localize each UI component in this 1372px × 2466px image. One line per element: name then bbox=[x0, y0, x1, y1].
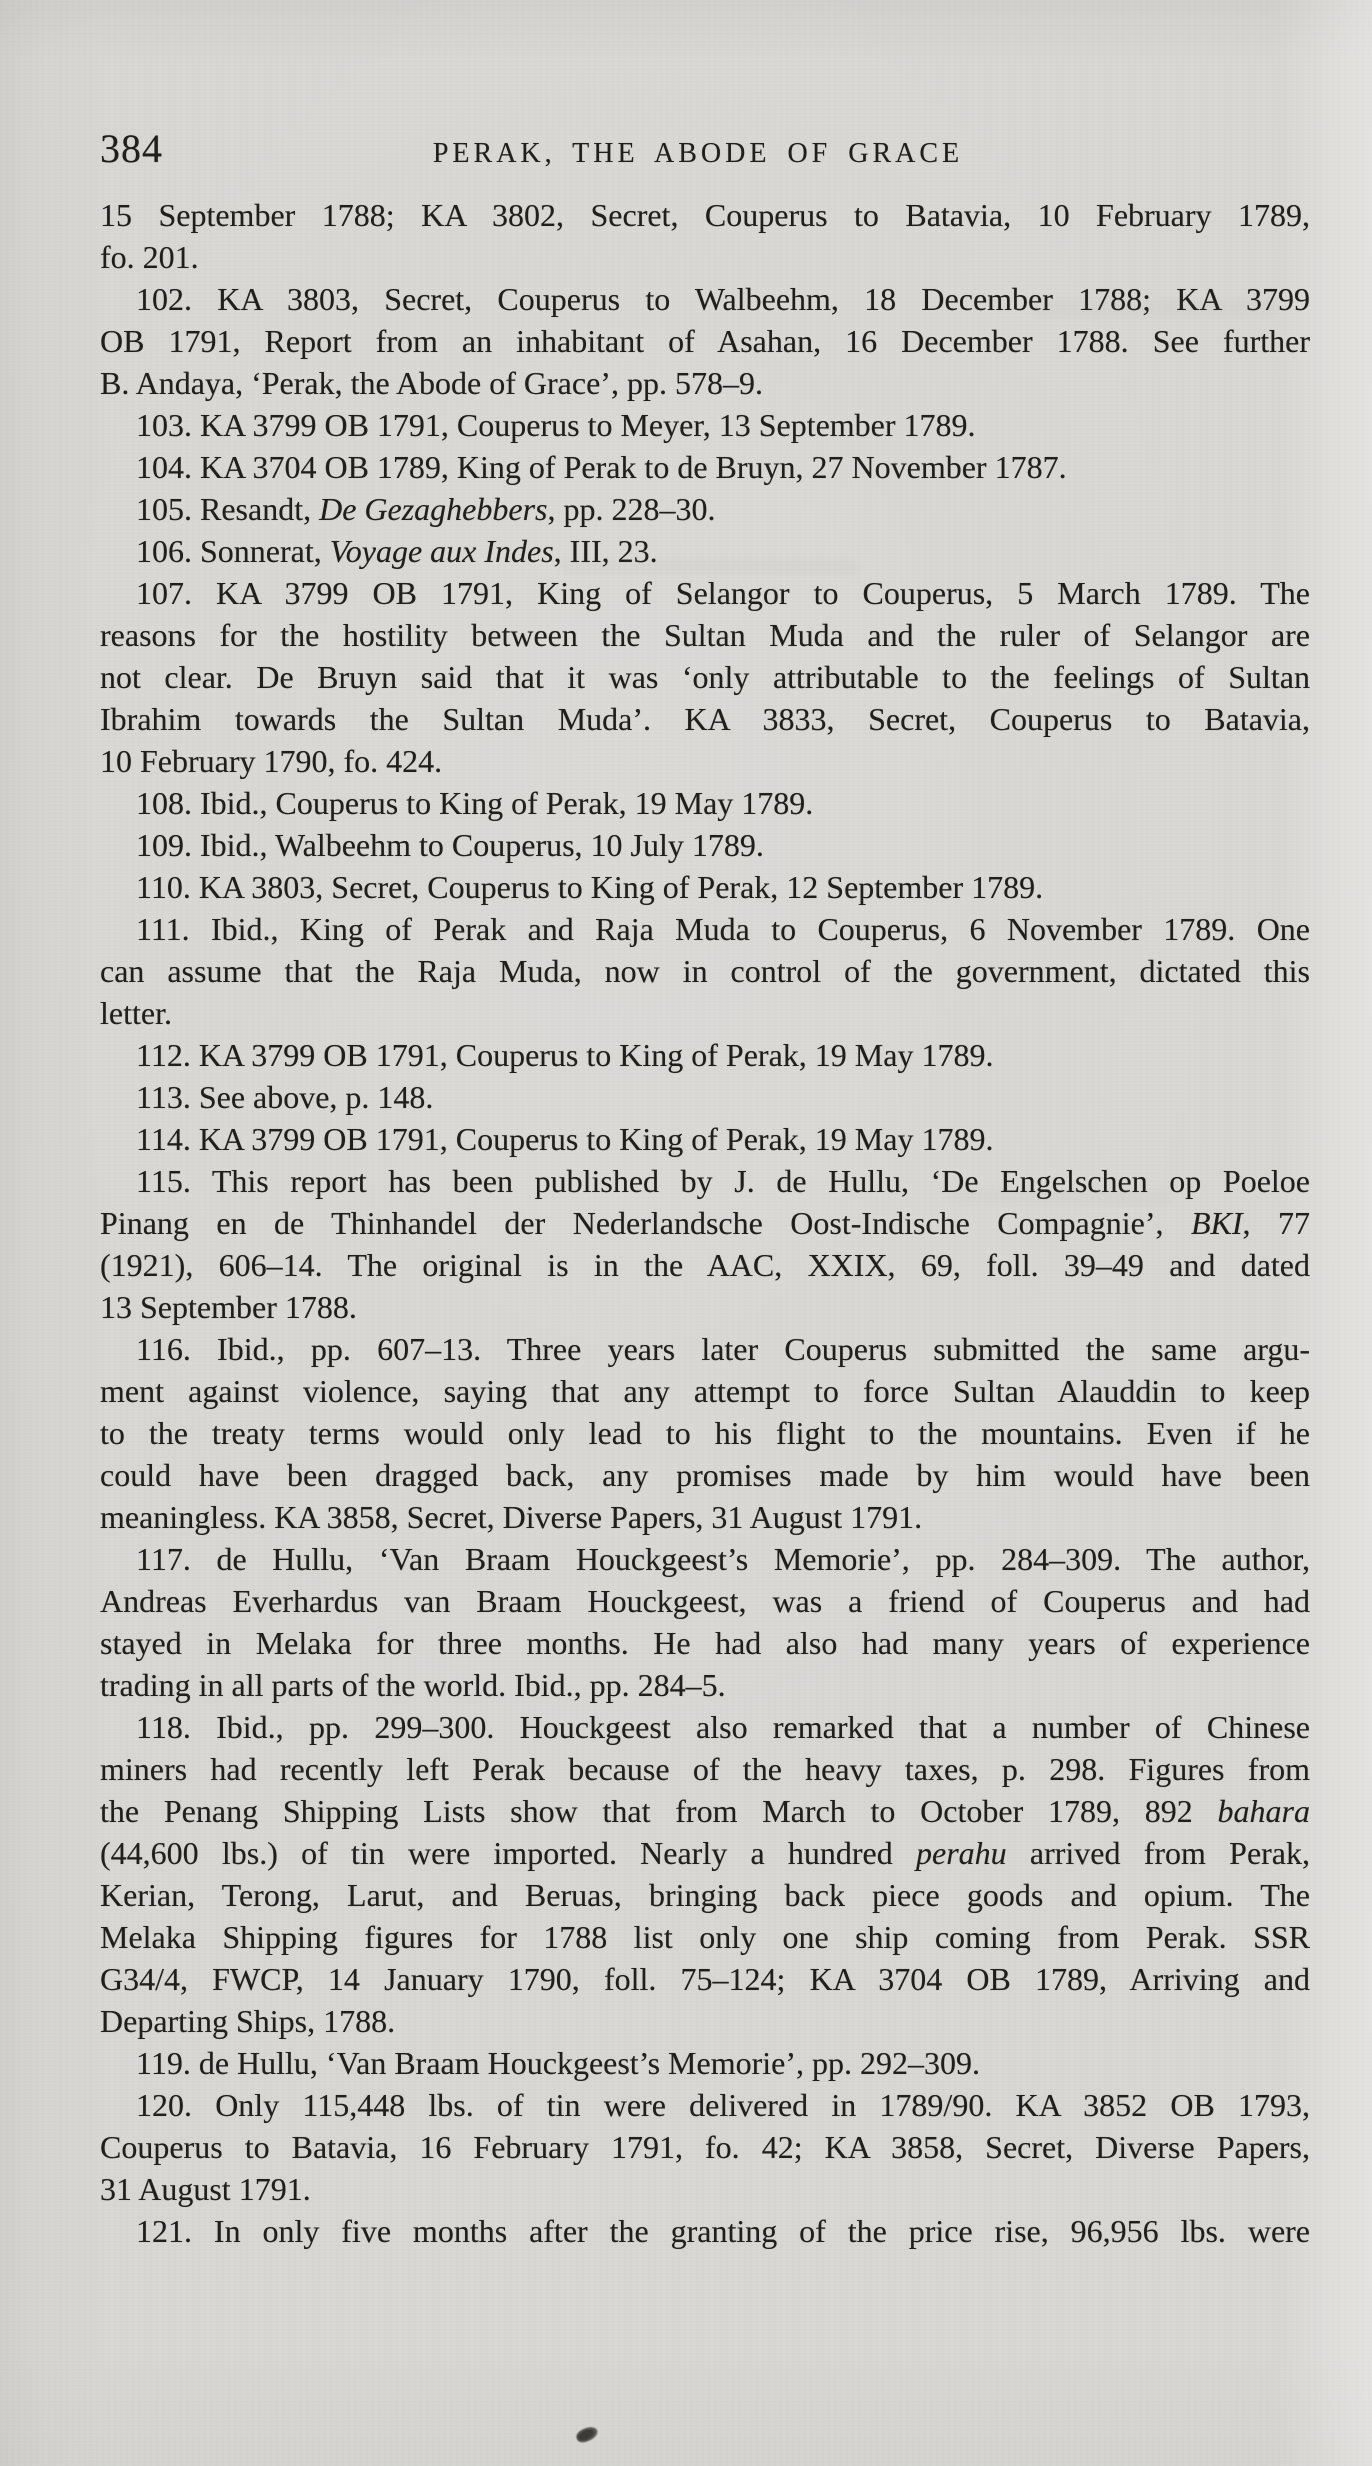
text-line bbox=[100, 1832, 1310, 1874]
text-line bbox=[100, 614, 1310, 656]
text-line bbox=[100, 1580, 1310, 1622]
text-line bbox=[100, 1202, 1310, 1244]
italic-text-run: De Gezaghebbers bbox=[319, 491, 548, 527]
text-run: Pinang en de Thinhandel der Nederlandsche Oost-Indische Compagnie’, bbox=[100, 1205, 1191, 1241]
text-run: can assume that the Raja Muda, now in control of the government, dictated this bbox=[100, 953, 1310, 989]
text-run: 120. Only 115,448 lbs. of tin were delivered in 1789/90. KA 3852 OB 1793, bbox=[136, 2087, 1310, 2123]
text-run: B. Andaya, ‘Perak, the Abode of Grace’, pp. 578–9. bbox=[100, 365, 763, 401]
text-run: 118. Ibid., pp. 299–300. Houckgeest also remarked that a number of Chinese bbox=[136, 1709, 1310, 1745]
text-line bbox=[100, 1748, 1310, 1790]
italic-text-run: Voyage aux Indes bbox=[329, 533, 554, 569]
text-line bbox=[100, 908, 1310, 950]
text-line bbox=[100, 866, 1310, 908]
text-run: 102. KA 3803, Secret, Couperus to Walbeehm, 18 December 1788; KA 3799 bbox=[136, 281, 1310, 317]
text-run: fo. 201. bbox=[100, 239, 199, 275]
text-line bbox=[100, 446, 1310, 488]
text-line bbox=[100, 2042, 1310, 2084]
text-line bbox=[100, 782, 1310, 824]
text-line bbox=[100, 2126, 1310, 2168]
text-run: 112. KA 3799 OB 1791, Couperus to King of Perak, 19 May 1789. bbox=[136, 1037, 994, 1073]
text-run: meaningless. KA 3858, Secret, Diverse Papers, 31 August 1791. bbox=[100, 1499, 923, 1535]
text-line bbox=[100, 1412, 1310, 1454]
italic-text-run: BKI bbox=[1190, 1205, 1243, 1241]
text-line bbox=[100, 2210, 1310, 2252]
text-run: 116. Ibid., pp. 607–13. Three years later Couperus submitted the same argu- bbox=[136, 1331, 1310, 1367]
text-line bbox=[100, 1328, 1310, 1370]
showthrough-smudge bbox=[950, 1189, 1170, 1205]
text-run: (1921), 606–14. The original is in the AAC, XXIX, 69, foll. 39–49 and dated bbox=[100, 1247, 1310, 1283]
text-line bbox=[100, 1538, 1310, 1580]
text-line bbox=[100, 656, 1310, 698]
text-line bbox=[100, 1118, 1310, 1160]
text-run: 31 August 1791. bbox=[100, 2171, 311, 2207]
text-run: 103. KA 3799 OB 1791, Couperus to Meyer, 13 September 1789. bbox=[136, 407, 976, 443]
text-run: 115. This report has been published by J. de Hullu, ‘De Engelschen op Poeloe bbox=[136, 1163, 1310, 1199]
text-run: Kerian, Terong, Larut, and Beruas, bringing back piece goods and opium. The bbox=[100, 1877, 1310, 1913]
text-run: 105. Resandt, bbox=[136, 491, 320, 527]
text-line bbox=[100, 488, 1310, 530]
text-line bbox=[100, 194, 1310, 236]
text-run: stayed in Melaka for three months. He had also had many years of experience bbox=[100, 1625, 1310, 1661]
text-run: 107. KA 3799 OB 1791, King of Selangor to Couperus, 5 March 1789. The bbox=[136, 575, 1310, 611]
footnotes-text-block bbox=[100, 194, 1310, 2252]
text-line bbox=[100, 1076, 1310, 1118]
text-run: miners had recently left Perak because of the heavy taxes, p. 298. Figures from bbox=[100, 1751, 1310, 1787]
text-run: Ibrahim towards the Sultan Muda’. KA 3833, Secret, Couperus to Batavia, bbox=[100, 701, 1310, 737]
page-number: 384 bbox=[100, 126, 163, 171]
text-run: 104. KA 3704 OB 1789, King of Perak to de Bruyn, 27 November 1787. bbox=[136, 449, 1067, 485]
text-run: 111. Ibid., King of Perak and Raja Muda to Couperus, 6 November 1789. One bbox=[136, 911, 1310, 947]
text-run: Andreas Everhardus van Braam Houckgeest, was a friend of Couperus and had bbox=[100, 1583, 1310, 1619]
text-run: 119. de Hullu, ‘Van Braam Houckgeest’s Memorie’, pp. 292–309. bbox=[136, 2045, 980, 2081]
running-title: PERAK, THE ABODE OF GRACE bbox=[432, 138, 964, 169]
text-run: could have been dragged back, any promises made by him would have been bbox=[100, 1457, 1310, 1493]
text-line bbox=[100, 950, 1310, 992]
text-line bbox=[100, 2000, 1310, 2042]
text-run: ment against violence, saying that any attempt to force Sultan Alauddin to keep bbox=[100, 1373, 1310, 1409]
text-line bbox=[100, 1664, 1310, 1706]
text-run: 114. KA 3799 OB 1791, Couperus to King of Perak, 19 May 1789. bbox=[136, 1121, 994, 1157]
text-run: to the treaty terms would only lead to his flight to the mountains. Even if he bbox=[100, 1415, 1310, 1451]
text-run: 13 September 1788. bbox=[100, 1289, 357, 1325]
text-line bbox=[100, 572, 1310, 614]
text-run: 109. Ibid., Walbeehm to Couperus, 10 July 1789. bbox=[136, 827, 764, 863]
text-line bbox=[100, 362, 1310, 404]
showthrough-smudge bbox=[560, 560, 860, 574]
text-run: trading in all parts of the world. Ibid., pp. 284–5. bbox=[100, 1667, 726, 1703]
ink-speck bbox=[574, 2424, 599, 2445]
text-line bbox=[100, 1496, 1310, 1538]
text-line bbox=[100, 698, 1310, 740]
text-line bbox=[100, 1874, 1310, 1916]
text-run: , 77 bbox=[1242, 1205, 1310, 1241]
text-run: Melaka Shipping figures for 1788 list only one ship coming from Perak. SSR bbox=[100, 1919, 1310, 1955]
italic-text-run: perahu bbox=[915, 1835, 1007, 1871]
text-line bbox=[100, 404, 1310, 446]
text-line bbox=[100, 740, 1310, 782]
text-line bbox=[100, 2084, 1310, 2126]
text-line bbox=[100, 1034, 1310, 1076]
text-line bbox=[100, 992, 1310, 1034]
text-line bbox=[100, 236, 1310, 278]
text-line bbox=[100, 1286, 1310, 1328]
text-run: 15 September 1788; KA 3802, Secret, Couperus to Batavia, 10 February 1789, bbox=[100, 197, 1310, 233]
text-run: 108. Ibid., Couperus to King of Perak, 19 May 1789. bbox=[136, 785, 814, 821]
text-line bbox=[100, 1244, 1310, 1286]
italic-text-run: bahara bbox=[1217, 1793, 1310, 1829]
text-run: 113. See above, p. 148. bbox=[136, 1079, 434, 1115]
text-line bbox=[100, 1454, 1310, 1496]
text-run: letter. bbox=[100, 995, 172, 1031]
text-line bbox=[100, 1706, 1310, 1748]
text-run: reasons for the hostility between the Sultan Muda and the ruler of Selangor are bbox=[100, 617, 1310, 653]
text-line bbox=[100, 1370, 1310, 1412]
text-run: , III, 23. bbox=[553, 533, 658, 569]
text-run: 106. Sonnerat, bbox=[136, 533, 330, 569]
text-line bbox=[100, 1790, 1310, 1832]
text-run: (44,600 lbs.) of tin were imported. Nearly a hundred bbox=[100, 1835, 916, 1871]
text-run: , pp. 228–30. bbox=[547, 491, 716, 527]
text-line bbox=[100, 824, 1310, 866]
text-run: not clear. De Bruyn said that it was ‘only attributable to the feelings of Sultan bbox=[100, 659, 1310, 695]
text-line bbox=[100, 1622, 1310, 1664]
text-run: OB 1791, Report from an inhabitant of Asahan, 16 December 1788. See further bbox=[100, 323, 1310, 359]
text-run: Couperus to Batavia, 16 February 1791, fo. 42; KA 3858, Secret, Diverse Papers, bbox=[100, 2129, 1310, 2165]
text-line bbox=[100, 2168, 1310, 2210]
text-run: G34/4, FWCP, 14 January 1790, foll. 75–124; KA 3704 OB 1789, Arriving and bbox=[100, 1961, 1310, 1997]
text-run: 10 February 1790, fo. 424. bbox=[100, 743, 443, 779]
text-run: 110. KA 3803, Secret, Couperus to King of Perak, 12 September 1789. bbox=[136, 869, 1044, 905]
text-run: 117. de Hullu, ‘Van Braam Houckgeest’s Memorie’, pp. 284–309. The author, bbox=[136, 1541, 1310, 1577]
text-run: Departing Ships, 1788. bbox=[100, 2003, 396, 2039]
text-line bbox=[100, 320, 1310, 362]
text-run: arrived from Perak, bbox=[1006, 1835, 1310, 1871]
text-line bbox=[100, 1958, 1310, 2000]
text-line bbox=[100, 1916, 1310, 1958]
showthrough-smudge bbox=[1030, 299, 1280, 317]
text-run: the Penang Shipping Lists show that from March to October 1789, 892 bbox=[100, 1793, 1218, 1829]
text-run: 121. In only five months after the granting of the price rise, 96,956 lbs. were bbox=[136, 2213, 1310, 2249]
